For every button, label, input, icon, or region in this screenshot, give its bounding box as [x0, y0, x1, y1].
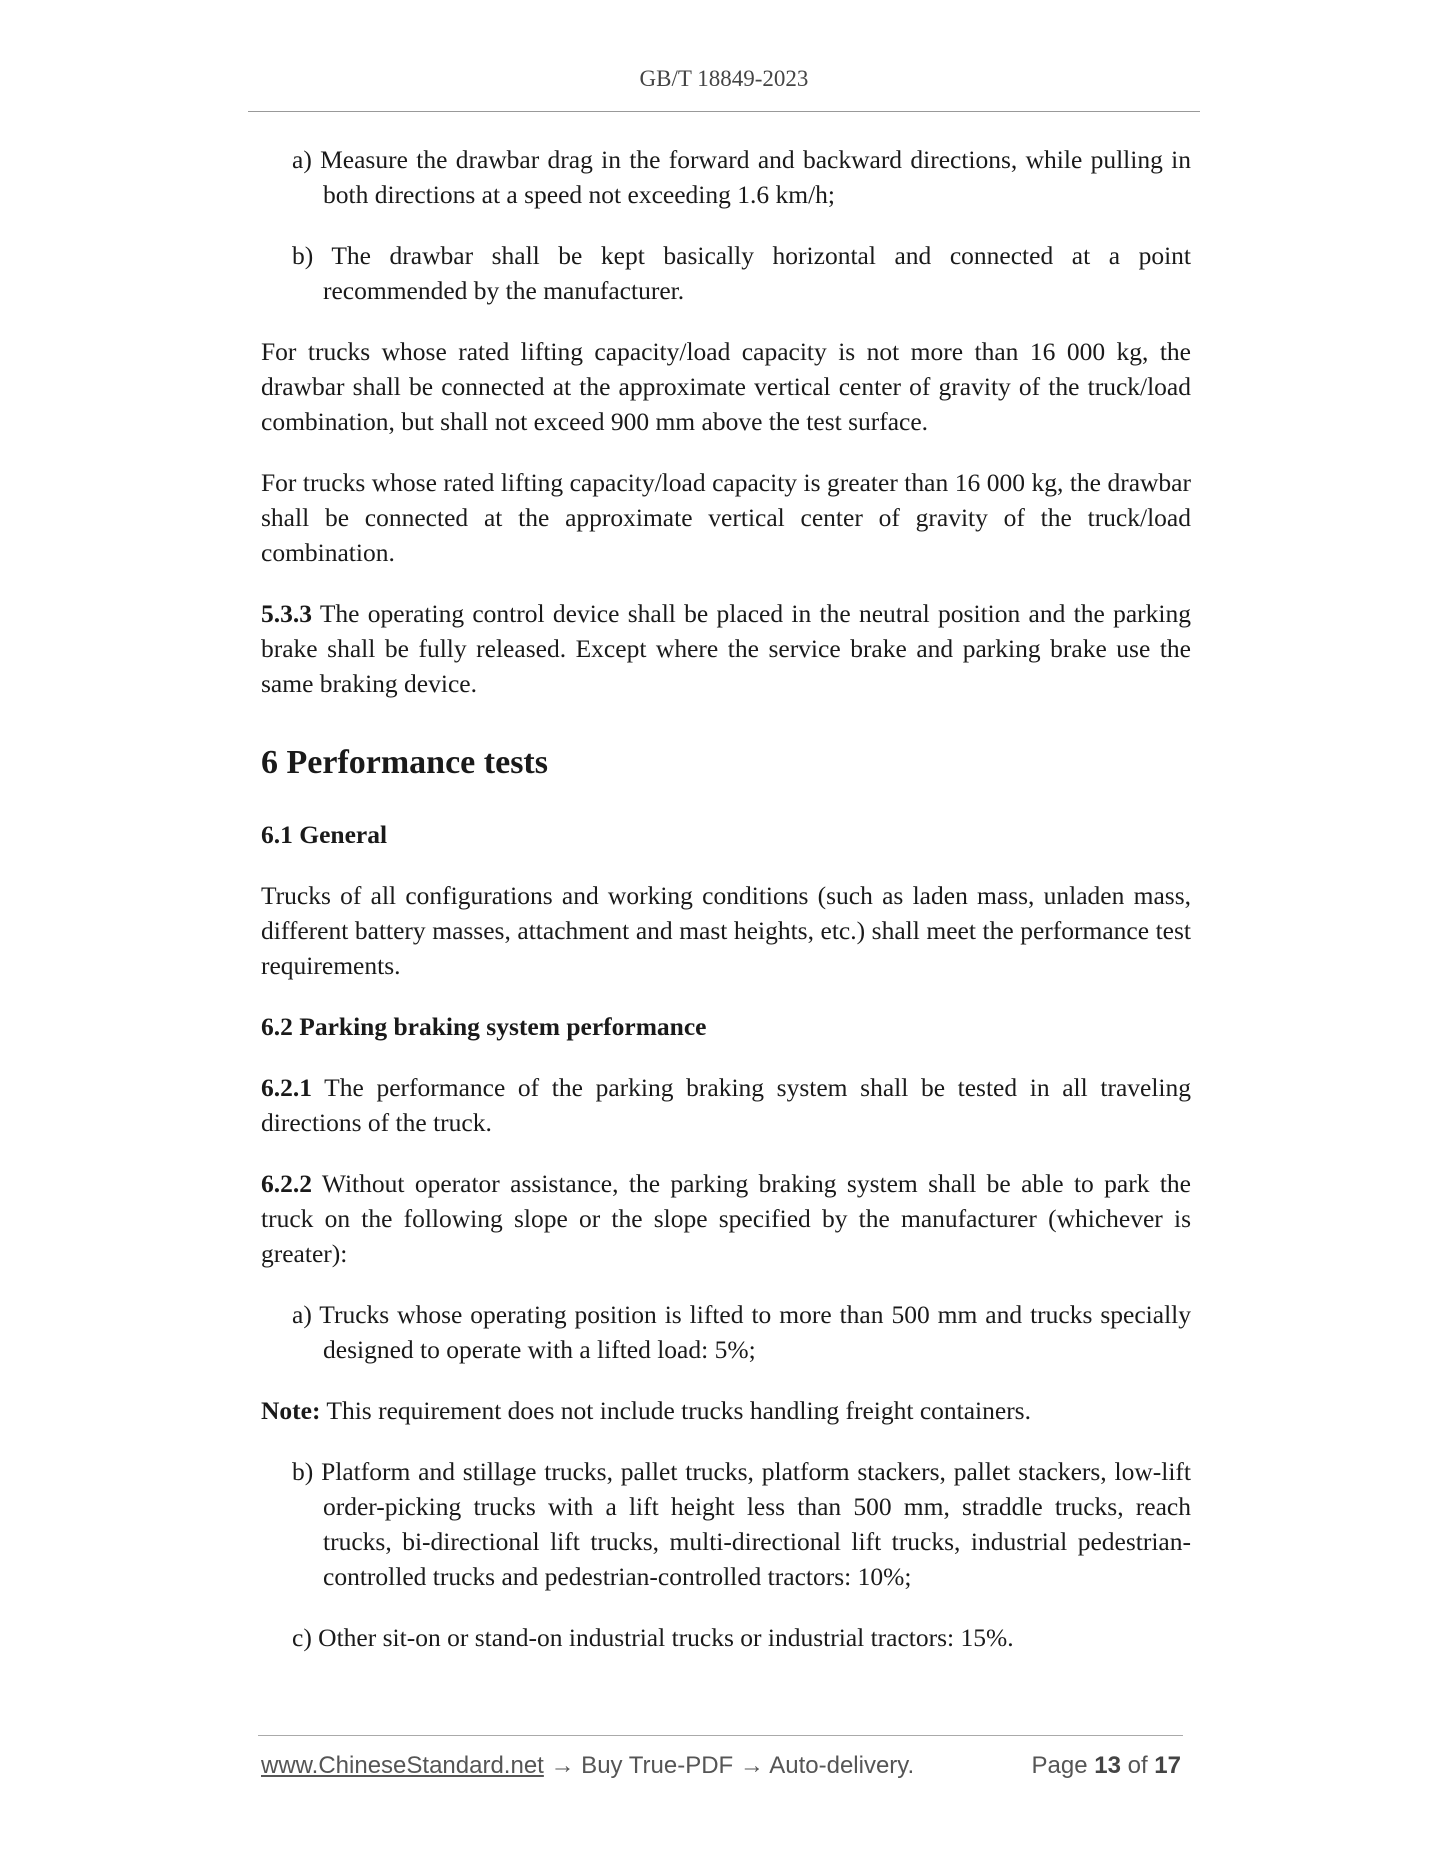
list-item: b) Platform and stillage trucks, pallet trucks, platform stackers, pallet stackers, low-lift order-picking trucks with a lift height less than 500 mm, straddle trucks, reach trucks, bi-directional lift trucks, multi-directional lift trucks, industrial pedestrian-controlled trucks and pedestrian-controlled tractors: 10%;: [292, 1457, 1191, 1591]
list-item: a) Measure the drawbar drag in the forward and backward directions, while pulling in both directions at a speed not exceeding 1.6 km/h;: [292, 145, 1191, 209]
page-total: 17: [1154, 1752, 1181, 1779]
page-footer: [261, 1752, 1181, 1780]
paragraph: Trucks of all configurations and working conditions (such as laden mass, unladen mass, different battery masses, attachment and mast heights, etc.) shall meet the performance test requirements.: [261, 881, 1191, 980]
paragraph: 5.3.3 The operating control device shall be placed in the neutral position and the parking brake shall be fully released. Except where the service brake and parking brake use the same braking device.: [261, 599, 1191, 698]
note-label: Note:: [261, 1396, 321, 1425]
paragraph: 6.2.2 Without operator assistance, the parking braking system shall be able to park the truck on the following slope or the slope specified by the manufacturer (whichever is greater):: [261, 1169, 1191, 1268]
list-item: a) Trucks whose operating position is lifted to more than 500 mm and trucks specially designed to operate with a lifted load: 5%;: [292, 1300, 1191, 1364]
document-body: [261, 142, 1191, 1681]
page-indicator: Page 13 of 17: [1031, 1752, 1181, 1779]
clause-number: 5.3.3: [261, 599, 312, 628]
clause-number: 6.2.2: [261, 1169, 312, 1198]
website-link[interactable]: www.ChineseStandard.net: [261, 1752, 544, 1779]
paragraph: For trucks whose rated lifting capacity/load capacity is not more than 16 000 kg, the drawbar shall be connected at the approximate vertical center of gravity of the truck/load combination, but shall not exceed 900 mm above the test surface.: [261, 337, 1191, 436]
subsection-heading: 6.2 Parking braking system performance: [261, 1012, 707, 1041]
clause-number: 6.2.1: [261, 1073, 312, 1102]
subsection-heading: 6.1 General: [261, 820, 388, 849]
paragraph: 6.2.1 The performance of the parking braking system shall be tested in all traveling directions of the truck.: [261, 1073, 1191, 1137]
paragraph: For trucks whose rated lifting capacity/load capacity is greater than 16 000 kg, the drawbar shall be connected at the approximate vertical center of gravity of the truck/load combination.: [261, 468, 1191, 567]
note: Note: This requirement does not include trucks handling freight containers.: [261, 1396, 1031, 1425]
list-item: b) The drawbar shall be kept basically horizontal and connected at a point recommended by the manufacturer.: [292, 241, 1191, 305]
header-divider: [248, 111, 1200, 112]
page-number: 13: [1094, 1752, 1121, 1779]
section-heading: 6 Performance tests: [261, 744, 548, 781]
footer-divider: [258, 1735, 1183, 1736]
footer-tagline: → Buy True-PDF → Auto-delivery.: [543, 1752, 915, 1779]
page-header: GB/T 18849-2023: [639, 66, 809, 91]
list-item: c) Other sit-on or stand-on industrial trucks or industrial tractors: 15%.: [292, 1623, 1014, 1652]
